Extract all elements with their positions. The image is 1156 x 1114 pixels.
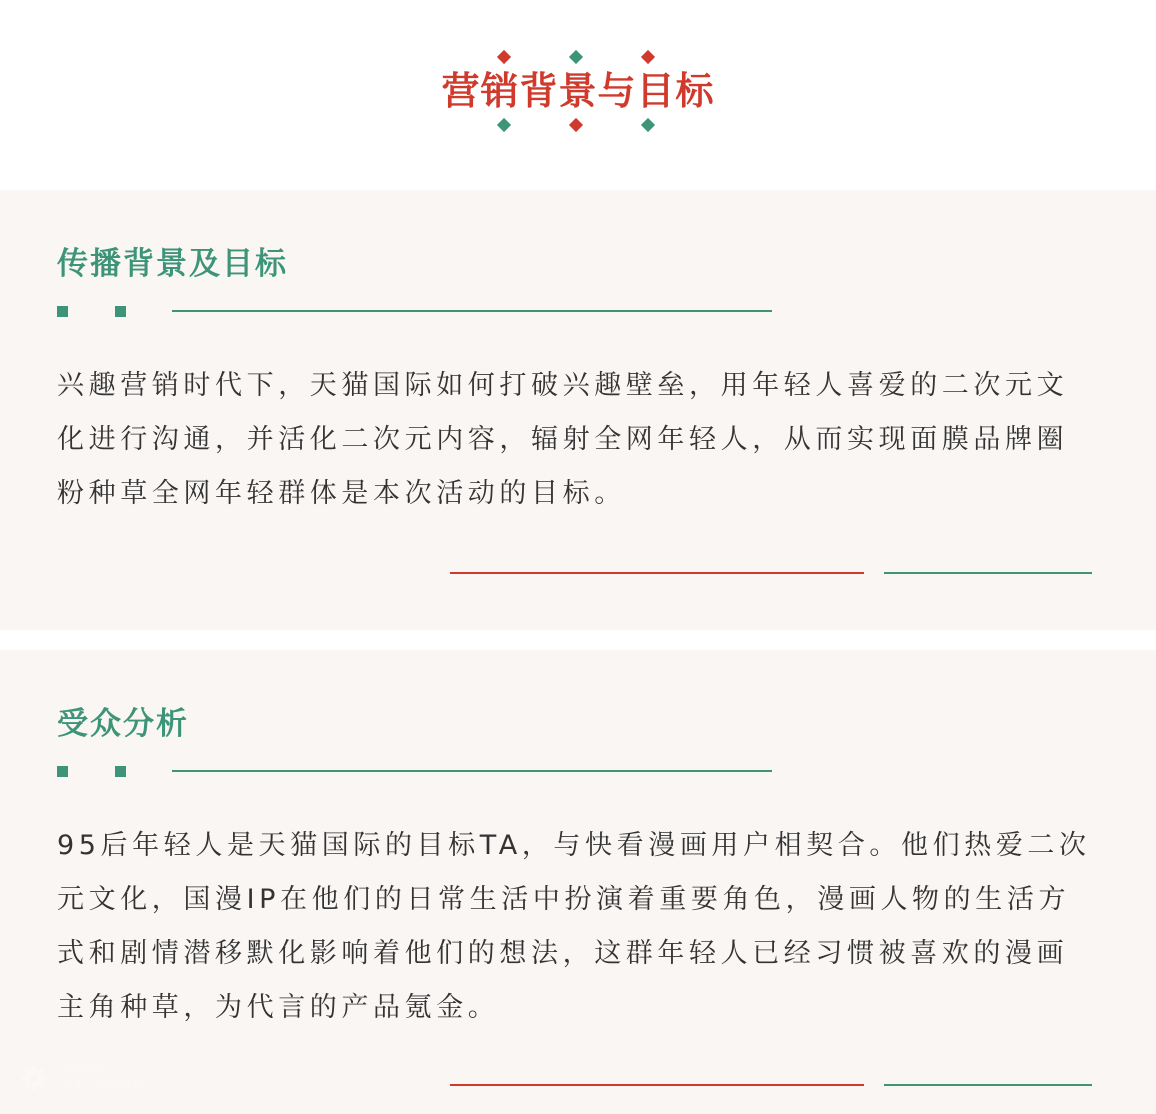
section-body-text: 95后年轻人是天猫国际的目标TA，与快看漫画用户相契合。他们热爱二次元文化，国漫IP在他们的日常生活中扮演着重要角色，漫画人物的生活方式和剧情潜移默化影响着他们的想法，这群年轻人已经习惯被喜欢的漫画主角种草，为代言的产品氪金。: [57, 830, 1091, 1023]
square-decoration: [57, 766, 68, 777]
title-underline: [172, 770, 772, 772]
square-decoration: [115, 306, 126, 317]
section-title: 传播背景及目标: [57, 246, 288, 282]
section-card-audience: [0, 650, 1156, 1114]
diamond-decoration-red: [497, 50, 511, 64]
watermark-line-2: 商业化品牌营销: [60, 1077, 145, 1091]
diamond-decoration-green: [641, 118, 655, 132]
section-body-text: 兴趣营销时代下，天猫国际如何打破兴趣壁垒，用年轻人喜爱的二次元文化进行沟通，并活化二次元内容，辐射全网年轻人，从而实现面膜品牌圈粉种草全网年轻群体是本次活动的目标。: [57, 370, 1069, 509]
page-title: 营销背景与目标: [441, 69, 715, 113]
page-header: [0, 0, 1156, 190]
square-decoration: [57, 306, 68, 317]
footer-line-green: [884, 1084, 1092, 1086]
diamond-decoration-red: [641, 50, 655, 64]
flower-logo-icon: [20, 1064, 48, 1092]
footer-line-red: [450, 572, 864, 574]
footer-line-green: [884, 572, 1092, 574]
watermark-line-1: 快看漫画: [60, 1062, 109, 1076]
diamond-decoration-green: [497, 118, 511, 132]
section-title: 受众分析: [57, 706, 189, 742]
watermark-text: [60, 1062, 144, 1092]
section-card-background-goals: [0, 190, 1156, 630]
footer-line-red: [450, 1084, 864, 1086]
square-decoration: [115, 766, 126, 777]
diamond-decoration-red: [569, 118, 583, 132]
title-underline: [172, 310, 772, 312]
diamond-decoration-green: [569, 50, 583, 64]
